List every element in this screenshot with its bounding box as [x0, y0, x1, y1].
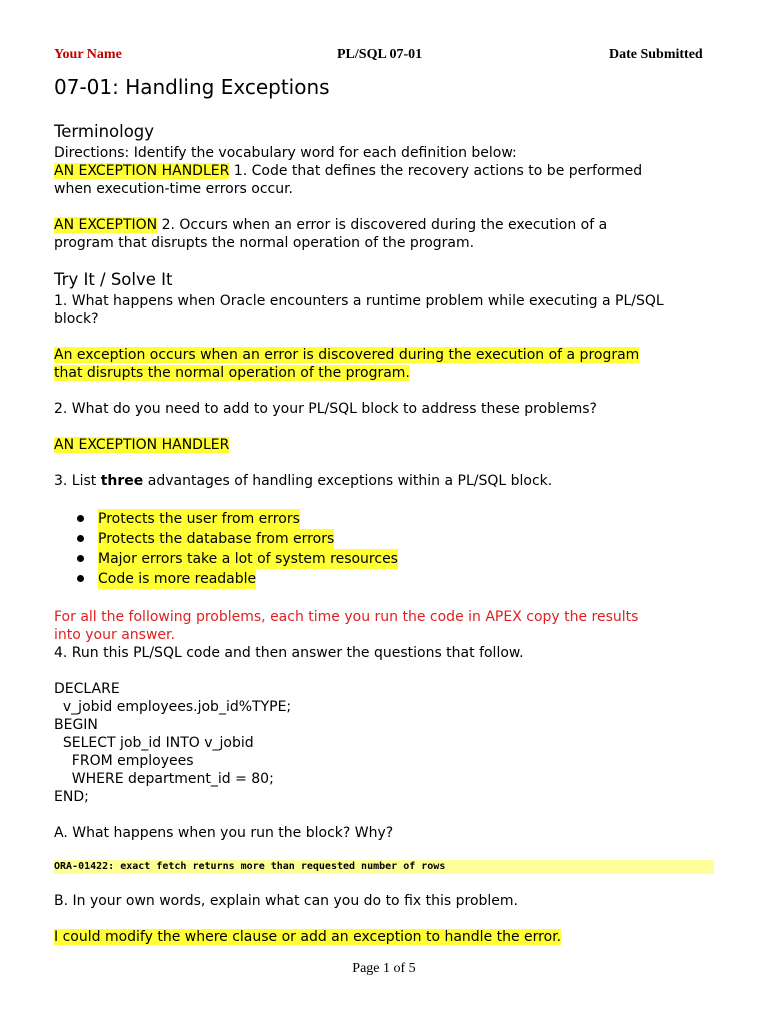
question-3: 3. List three advantages of handling exceptions within a PL/SQL block.: [54, 473, 553, 489]
bullet-icon: [77, 575, 84, 582]
code-line: SELECT job_id INTO v_jobid: [54, 735, 254, 751]
code-line: DECLARE: [54, 681, 120, 697]
bullet-icon: [77, 555, 84, 562]
terminology-directions: Directions: Identify the vocabulary word for each definition below:: [54, 145, 517, 161]
terminology-heading: Terminology: [54, 122, 155, 141]
vocab-item-2: [54, 216, 607, 234]
code-line: WHERE department_id = 80;: [54, 771, 274, 787]
code-line: v_jobid employees.job_id%TYPE;: [54, 699, 292, 715]
question-1-line2: block?: [54, 311, 99, 327]
vocab-definition-1-line1: 1. Code that defines the recovery actions to be performed: [229, 163, 643, 179]
answer-1-line2: that disrupts the normal operation of the program.: [54, 365, 410, 381]
vocab-definition-1-line2: when execution-time errors occur.: [54, 181, 294, 197]
header-name: Your Name: [54, 47, 122, 62]
document-page: Your Name PL/SQL 07-01 Date Submitted 07-01: Handling Exceptions Terminology Directions: Identify the vocabulary word for each definition below: AN EXCEPTION HANDLER 1. Code that defines the recovery actions to be performed when execution-time errors occur. AN EXCEPTION 2. Occurs when an error is discovered during the execution of a program that disrupts the normal operation of the program. Try It / Solve It 1. What happens when Oracle encounters a runtime problem while executing a PL/SQL block? An exception occurs when an error is discovered during the execution of a program that disrupts the normal operation of the program. 2. What do you need to add to your PL/SQL block to address these problems? AN EXCEPTION HANDLER 3. List three advantages of handling exceptions within a PL/SQL block. Protects the user from errors Protects the database from errors Major errors take a lot of system resources Code is more readable For all the following problems, each time you run the code in APEX copy the results into your answer. 4. Run this PL/SQL code and then answer the questions that follow. DECLARE v_jobid employees.job_id%TYPE; BEGIN SELECT job_id INTO v_jobid FROM employees WHERE department_id = 80; END; A. What happens when you run the block? Why? ORA-01422: exact fetch returns more than requested number of rows B. In your own words, explain what can you do to fix this problem. I could modify the where clause or add an exception to handle the error. Page 1 of 5: [0, 0, 768, 1024]
try-it-heading: Try It / Solve It: [54, 270, 173, 289]
vocab-item-1: [54, 162, 642, 180]
vocab-answer-2: AN EXCEPTION: [54, 217, 158, 233]
header-date: Date Submitted: [609, 47, 703, 62]
vocab-definition-2-line2: program that disrupts the normal operation of the program.: [54, 235, 475, 251]
error-message: ORA-01422: exact fetch returns more than requested number of rows: [54, 861, 446, 872]
answer-1-line1: An exception occurs when an error is discovered during the execution of a program: [54, 347, 640, 363]
vocab-definition-2-line1: 2. Occurs when an error is discovered during the execution of a: [157, 217, 608, 233]
bullet-icon: [77, 515, 84, 522]
header-course: PL/SQL 07-01: [337, 47, 423, 62]
code-line: BEGIN: [54, 717, 98, 733]
instructions-note-line2: into your answer.: [54, 627, 175, 643]
question-1-line1: 1. What happens when Oracle encounters a runtime problem while executing a PL/SQL: [54, 293, 664, 309]
page-number: Page 1 of 5: [352, 961, 416, 976]
question-4b: B. In your own words, explain what can you do to fix this problem.: [54, 893, 519, 909]
code-line: FROM employees: [54, 753, 194, 769]
instructions-note-line1: For all the following problems, each time you run the code in APEX copy the results: [54, 609, 639, 625]
bullet-icon: [77, 535, 84, 542]
code-line: END;: [54, 789, 89, 805]
question-2: 2. What do you need to add to your PL/SQL block to address these problems?: [54, 401, 597, 417]
question-4: 4. Run this PL/SQL code and then answer the questions that follow.: [54, 645, 524, 661]
vocab-answer-1: AN EXCEPTION HANDLER: [54, 163, 230, 179]
question-3-bold: three: [100, 473, 144, 489]
page-title: 07-01: Handling Exceptions: [54, 75, 330, 99]
answer-2: AN EXCEPTION HANDLER: [54, 437, 230, 453]
question-4a: A. What happens when you run the block? Why?: [54, 825, 394, 841]
answer-4b: I could modify the where clause or add an exception to handle the error.: [54, 929, 562, 945]
